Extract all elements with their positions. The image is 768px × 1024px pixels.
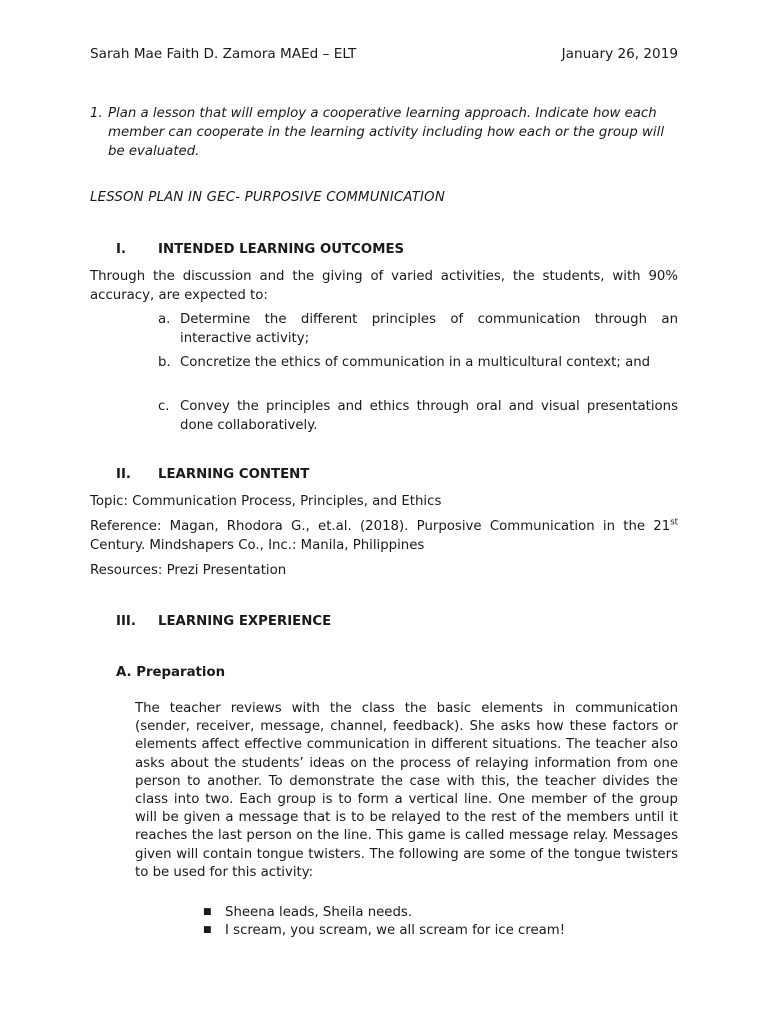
content-topic: Topic: Communication Process, Principles, and Ethics (90, 494, 442, 509)
tongue-twister-1: Sheena leads, Sheila needs. (225, 905, 413, 920)
bullet-item (203, 903, 412, 922)
preparation-heading: A. Preparation (116, 665, 226, 680)
outcome-text-a: Determine the different principles of communication through an interactive activity; (180, 312, 678, 346)
tongue-twister-2: I scream, you scream, we all scream for ice cream! (225, 923, 566, 938)
preparation-text: The teacher reviews with the class the basic elements in communication (sender, receiver, message, channel, feedback). She asks how these factors or elements affect effective communication in different situations. The teacher also asks about the students’ ideas on the process of relaying information from one person to another. To demonstrate the case with this, the teacher divides the class into two. Each group is to form a vertical line. One member of the group will be given a message that is to be relayed to the rest of the members until it reaches the last person on the line. This game is called message relay. Messages given will contain tongue twisters. The following are some of the tongue twisters to be used for this activity: (135, 701, 678, 880)
outcome-letter-c: c. (158, 399, 170, 414)
reference-superscript: st (670, 517, 678, 528)
section-2-heading (116, 467, 309, 482)
section-3-heading (116, 614, 331, 629)
bullet-square-icon: ■ (203, 925, 212, 935)
outcome-item-b (158, 354, 678, 373)
section-3-title: LEARNING EXPERIENCE (158, 614, 332, 629)
outcome-letter-a: a. (158, 312, 171, 327)
question-item (90, 104, 680, 161)
bullet-square-icon: ■ (203, 907, 212, 917)
content-resources: Resources: Prezi Presentation (90, 563, 287, 578)
lesson-plan-title: LESSON PLAN IN GEC- PURPOSIVE COMMUNICATION (90, 190, 445, 205)
question-text: Plan a lesson that will employ a cooperative learning approach. Indicate how each member can cooperate in the learning activity including how each or the group will be evaluated. (108, 106, 665, 159)
author-name: Sarah Mae Faith D. Zamora MAEd – ELT (90, 46, 357, 62)
outcome-item-a (158, 311, 678, 348)
outcome-text-b: Concretize the ethics of communication in a multicultural context; and (180, 355, 651, 370)
outcomes-intro: Through the discussion and the giving of varied activities, the students, with 90% accuracy, are expected to: (90, 269, 678, 303)
outcome-text-c: Convey the principles and ethics through oral and visual presentations done collaboratively. (180, 399, 678, 433)
section-2-numeral: II. (116, 467, 131, 482)
outcome-item-c (158, 398, 678, 435)
outcome-letter-b: b. (158, 355, 171, 370)
question-number: 1. (90, 106, 103, 121)
document-date: January 26, 2019 (561, 46, 678, 62)
section-1-title: INTENDED LEARNING OUTCOMES (158, 242, 405, 257)
section-3-numeral: III. (116, 614, 136, 629)
reference-text-start: Reference: Magan, Rhodora G., et.al. (2018). Purposive Communication in the 21 (90, 519, 671, 534)
content-reference (90, 518, 678, 555)
section-2-title: LEARNING CONTENT (158, 467, 310, 482)
section-1-heading (116, 242, 404, 257)
bullet-item (203, 921, 565, 940)
reference-text-end: Century. Mindshapers Co., Inc.: Manila, Philippines (90, 537, 425, 553)
section-1-numeral: I. (116, 242, 126, 257)
